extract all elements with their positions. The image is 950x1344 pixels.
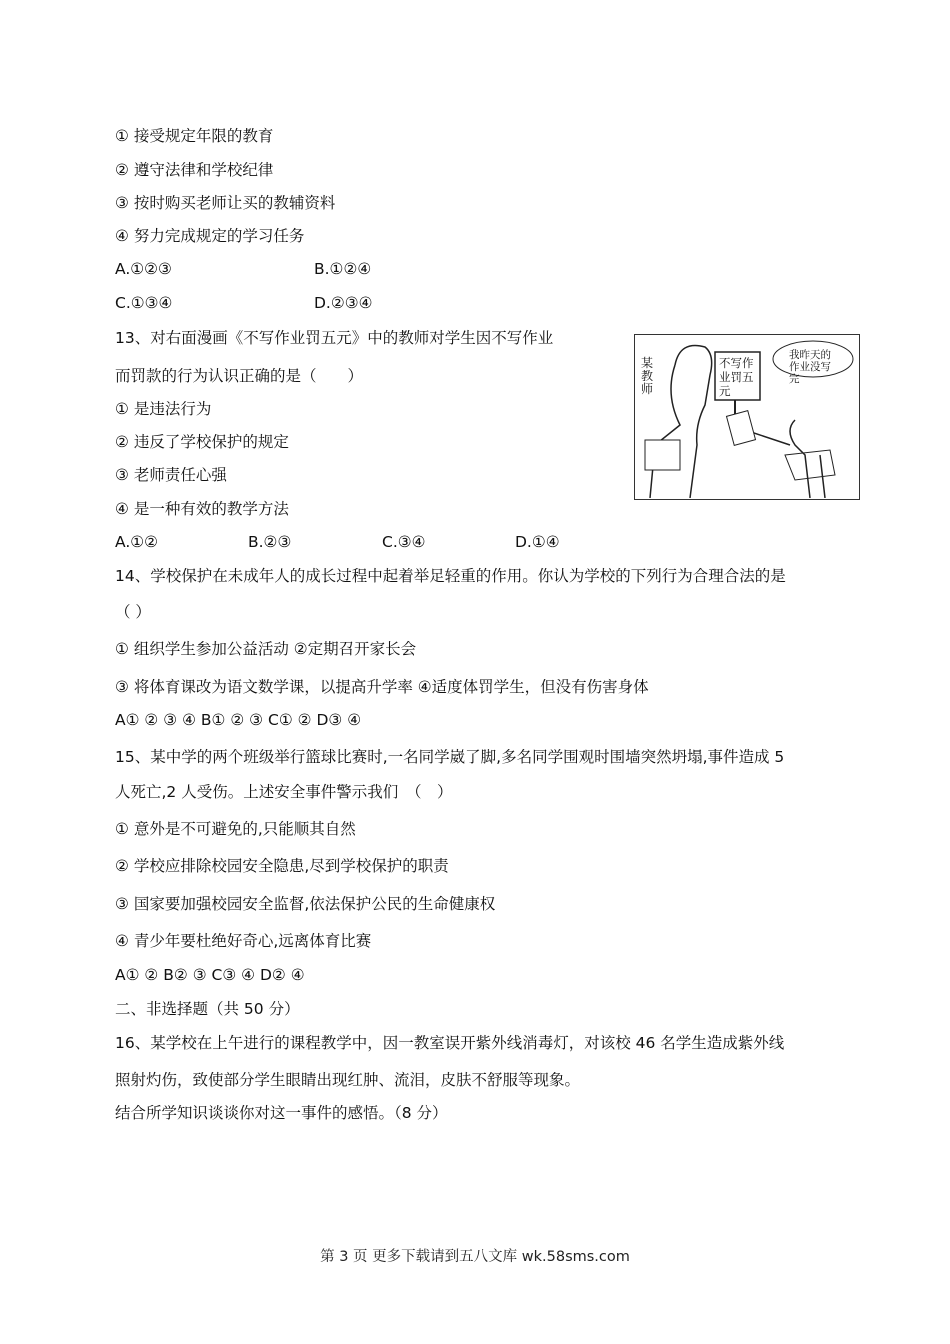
q13-item-2: ② 违反了学校保护的规定	[115, 433, 289, 451]
q16-prompt: 结合所学知识谈谈你对这一事件的感悟。（8 分）	[115, 1104, 448, 1122]
q15-item-2: ② 学校应排除校园安全隐患,尽到学校保护的职责	[115, 857, 449, 875]
q14-options: A① ② ③ ④ B① ② ③ C① ② D③ ④	[115, 711, 362, 729]
q13-item-3: ③ 老师责任心强	[115, 466, 227, 484]
q15-stem: 15、某中学的两个班级举行篮球比赛时,一名同学崴了脚,多名同学围观时围墙突然坍塌,事件造成 5	[115, 748, 785, 766]
q15-stem-cont: 人死亡,2 人受伤。上述安全事件警示我们 （ ）	[115, 783, 453, 801]
q15-item-1: ① 意外是不可避免的,只能顺其自然	[115, 820, 356, 838]
q16-stem-cont: 照射灼伤，致使部分学生眼睛出现红肿、流泪，皮肤不舒服等现象。	[115, 1071, 581, 1089]
cartoon-image	[634, 334, 860, 500]
q15-item-3: ③ 国家要加强校园安全监督,依法保护公民的生命健康权	[115, 895, 496, 913]
q14-stem-cont: （ ）	[115, 603, 151, 621]
section-heading: 二、非选择题（共 50 分）	[115, 1000, 300, 1018]
q13-option-a: A.①②	[115, 533, 159, 551]
q12-item-4: ④ 努力完成规定的学习任务	[115, 227, 305, 245]
q12-item-3: ③ 按时购买老师让买的教辅资料	[115, 194, 336, 212]
q13-option-c: C.③④	[382, 533, 426, 551]
q13-option-d: D.①④	[515, 533, 560, 551]
q14-stem: 14、学校保护在未成年人的成长过程中起着举足轻重的作用。你认为学校的下列行为合理合法的是	[115, 567, 786, 585]
q12-item-1: ① 接受规定年限的教育	[115, 127, 274, 145]
q14-item-1: ① 组织学生参加公益活动 ②定期召开家长会	[115, 640, 417, 658]
q13-option-b: B.②③	[248, 533, 292, 551]
q13-stem: 13、对右面漫画《不写作业罚五元》中的教师对学生因不写作业	[115, 329, 554, 347]
q15-options: A① ② B② ③ C③ ④ D② ④	[115, 966, 305, 984]
cartoon-teacher-label: 某教师	[641, 356, 654, 396]
q16-stem: 16、某学校在上午进行的课程教学中，因一教室误开紫外线消毒灯，对该校 46 名学生造成紫外线	[115, 1034, 785, 1052]
q13-item-1: ① 是违法行为	[115, 400, 212, 418]
q12-option-c: C.①③④	[115, 294, 173, 312]
cartoon-speech-text: 我昨天的作业没写完	[789, 349, 831, 385]
q12-option-b: B.①②④	[314, 260, 372, 278]
q12-option-d: D.②③④	[314, 294, 373, 312]
cartoon-sign-text: 不写作业罚五元	[719, 356, 754, 398]
q12-option-a: A.①②③	[115, 260, 172, 278]
q12-item-2: ② 遵守法律和学校纪律	[115, 161, 274, 179]
q14-item-2: ③ 将体育课改为语文数学课，以提高升学率 ④适度体罚学生，但没有伤害身体	[115, 678, 649, 696]
q15-item-4: ④ 青少年要杜绝好奇心,远离体育比赛	[115, 932, 372, 950]
q13-stem-cont: 而罚款的行为认识正确的是（ ）	[115, 367, 364, 385]
q13-item-4: ④ 是一种有效的教学方法	[115, 500, 289, 518]
page-footer: 第 3 页 更多下载请到五八文库 wk.58sms.com	[320, 1249, 630, 1265]
